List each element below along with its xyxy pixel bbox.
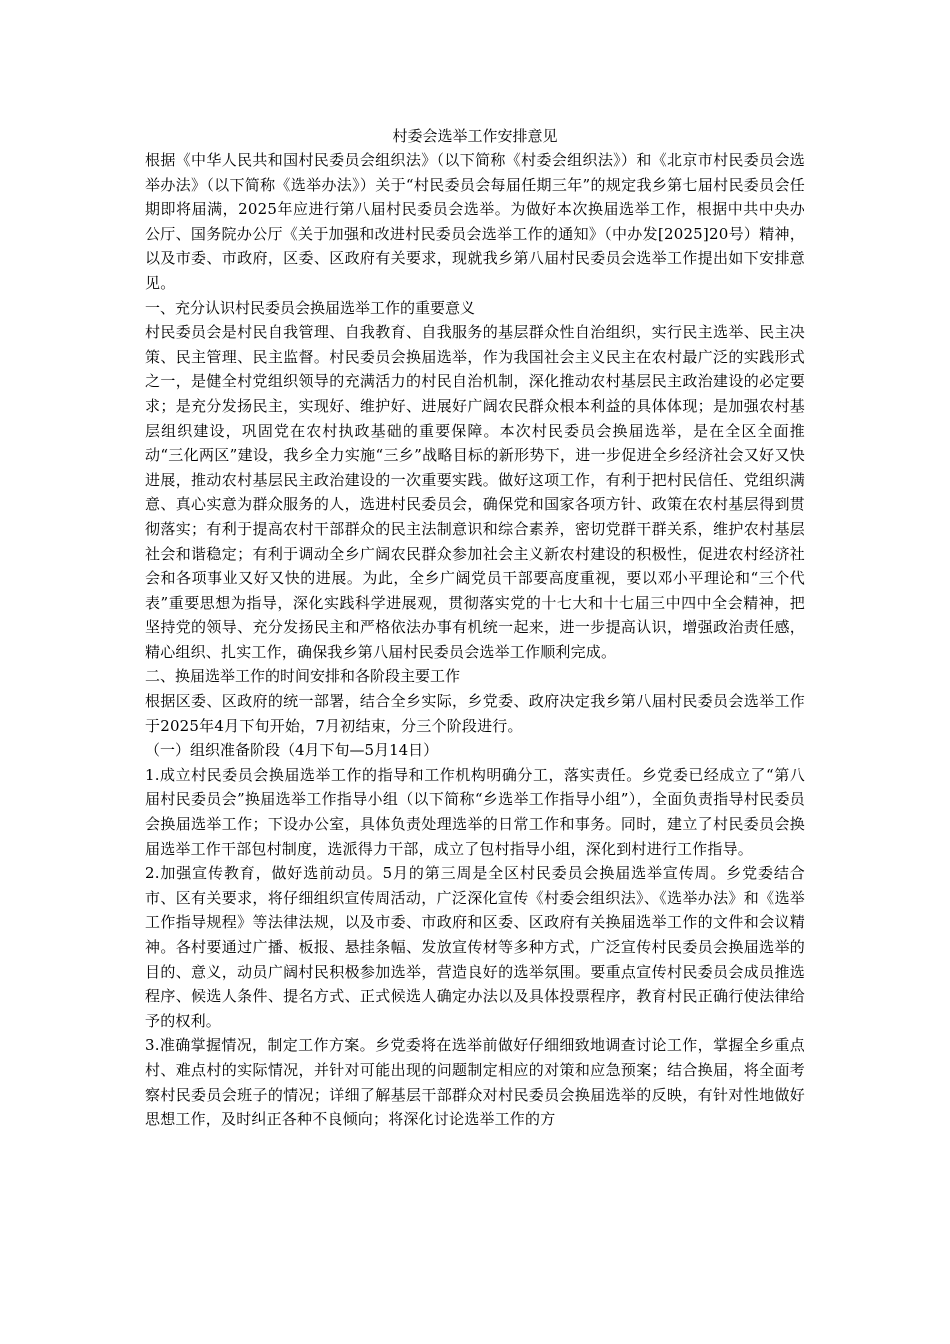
phase-1-item-1: 1.成立村民委员会换届选举工作的指导和工作机构明确分工，落实责任。乡党委已经成立了“第八届村民委员会”换届选举工作指导小组（以下简称“乡选举工作指导小组”），全面负责指导村民委员会换届选举工作；下设办公室，具体负责处理选举的日常工作和事务。同时，建立了村民委员会换届选举工作干部包村制度，选派得力干部，成立了包村指导小组，深化到村进行工作指导。: [145, 765, 805, 858]
section-1-heading: 一、充分认识村民委员会换届选举工作的重要意义: [145, 298, 476, 317]
phase-1-item-2: 2.加强宣传教育，做好选前动员。5月的第三周是全区村民委员会换届选举宣传周。乡党委结合市、区有关要求，将仔细组织宣传周活动，广泛深化宣传《村委会组织法》、《选举办法》和《选举工作指导规程》等法律法规，以及市委、市政府和区委、区政府有关换届选举工作的文件和会议精神。各村要通过广播、板报、悬挂条幅、发放宣传材等多种方式，广泛宣传村民委员会换届选举的目的、意义，动员广阔村民积极参加选举，营造良好的选举氛围。要重点宣传村民委员会成员推选程序、候选人条件、提名方式、正式候选人确定办法以及具体投票程序，教育村民正确行使法律给予的权利。: [145, 864, 805, 1030]
phase-1-heading: （一）组织准备阶段（4月下旬—5月14日）: [145, 741, 439, 760]
document-page: [145, 124, 805, 1132]
document-title: 村委会选举工作安排意见: [392, 127, 558, 145]
intro-paragraph: 根据《中华人民共和国村民委员会组织法》（以下简称《村委会组织法》）和《北京市村民委员会选举办法》（以下简称《选举办法》）关于“村民委员会每届任期三年”的规定我乡第七届村民委员会任期即将届满，2025年应进行第八届村民委员会选举。为做好本次换届选举工作，根据中共中央办公厅、国务院办公厅《关于加强和改进村民委员会选举工作的通知》（中办发[2025]20号）精神，以及市委、市政府，区委、区政府有关要求，现就我乡第八届村民委员会选举工作提出如下安排意见。: [145, 151, 805, 292]
section-1-paragraph: 村民委员会是村民自我管理、自我教育、自我服务的基层群众性自治组织，实行民主选举、民主决策、民主管理、民主监督。村民委员会换届选举，作为我国社会主义民主在农村最广泛的实践形式之一，是健全村党组织领导的充满活力的村民自治机制，深化推动农村基层民主政治建设的必定要求；是充分发扬民主，实现好、维护好、进展好广阔农民群众根本利益的具体体现；是加强农村基层组织建设，巩固党在农村执政基础的重要保障。本次村民委员会换届选举，是在全区全面推动“三化两区”建设，我乡全力实施“三乡”战略目标的新形势下，进一步促进全乡经济社会又好又快进展，推动农村基层民主政治建设的一次重要实践。做好这项工作，有利于把村民信任、党组织满意、真心实意为群众服务的人，选进村民委员会，确保党和国家各项方针、政策在农村基层得到贯彻落实；有利于提高农村干部群众的民主法制意识和综合素养，密切党群干群关系，维护农村基层社会和谐稳定；有利于调动全乡广阔农民群众参加社会主义新农村建设的积极性，促进农村经济社会和各项事业又好又快的进展。为此，全乡广阔党员干部要高度重视，要以邓小平理论和“三个代表”重要思想为指导，深化实践科学进展观，贯彻落实党的十七大和十七届三中四中全会精神，把坚持党的领导、充分发扬民主和严格依法办事有机统一起来，进一步提高认识，增强政治责任感，精心组织、扎实工作，确保我乡第八届村民委员会选举工作顺利完成。: [145, 323, 805, 661]
section-2-heading: 二、换届选举工作的时间安排和各阶段主要工作: [145, 667, 461, 686]
phase-1-item-3: 3.准确掌握情况，制定工作方案。乡党委将在选举前做好仔细细致地调查讨论工作，掌握全乡重点村、难点村的实际情况，并针对可能出现的问题制定相应的对策和应急预案；结合换届，将全面考察村民委员会班子的情况；详细了解基层干部群众对村民委员会换届选举的反映，有针对性地做好思想工作，及时纠正各种不良倾向；将深化讨论选举工作的方: [145, 1036, 805, 1129]
section-2-paragraph: 根据区委、区政府的统一部署，结合全乡实际，乡党委、政府决定我乡第八届村民委员会选举工作于2025年4月下旬开始，7月初结束，分三个阶段进行。: [145, 692, 805, 735]
